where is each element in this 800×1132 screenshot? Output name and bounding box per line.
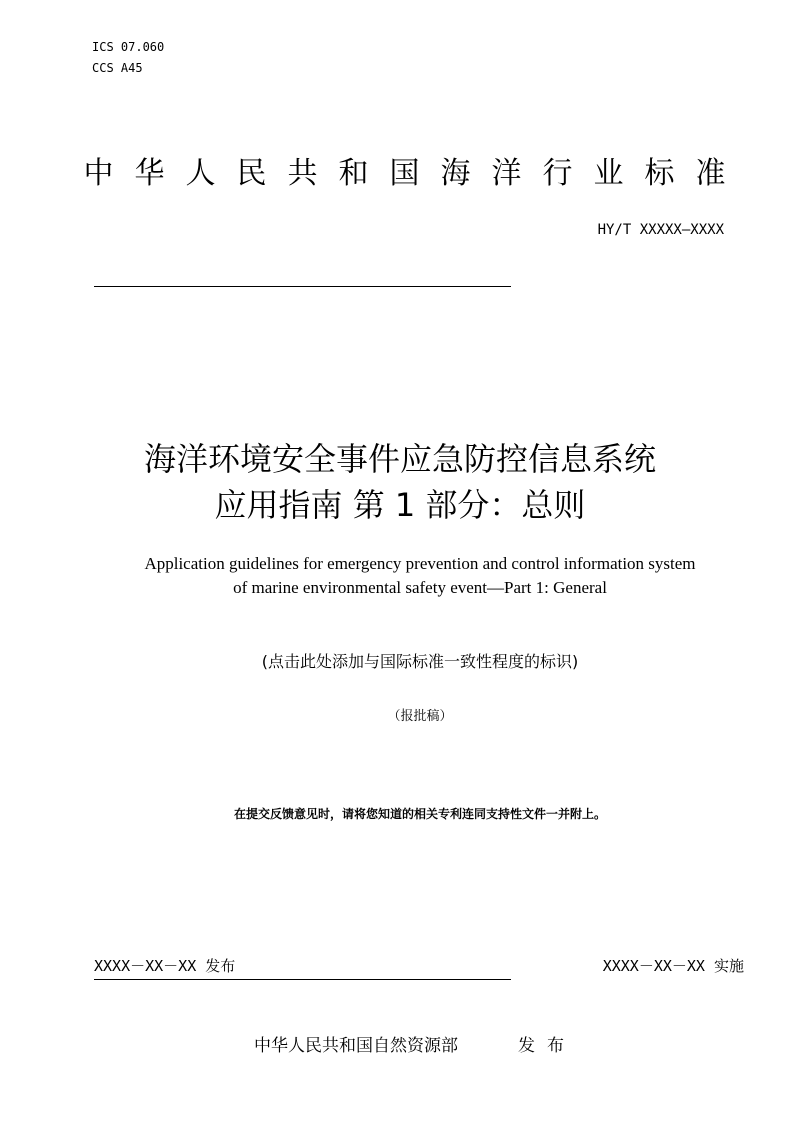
standard-title: 中华人民共和国海洋行业标准: [83, 156, 747, 191]
bottom-divider: [94, 979, 511, 980]
publish-date: XXXX－XX－XX 发布: [94, 957, 236, 975]
consistency-placeholder[interactable]: (点击此处添加与国际标准一致性程度的标识): [261, 652, 579, 671]
document-title-en-line1: Application guidelines for emergency prevention and control information system: [144, 554, 696, 573]
top-divider: [94, 286, 511, 287]
issue-label: 发布: [518, 1036, 576, 1056]
ccs-code: CCS A45: [92, 61, 143, 75]
document-title-en-line2: of marine environmental safety event—Part 1: General: [233, 578, 607, 597]
patent-notice: 在提交反馈意见时，请将您知道的相关专利连同支持性文件一并附上。: [233, 807, 606, 821]
standard-number: HY/T XXXXX—XXXX: [597, 222, 724, 238]
document-title-cn-line2: 应用指南 第 1 部分：总则: [214, 486, 586, 524]
implement-date: XXXX－XX－XX 实施: [602, 957, 744, 975]
ics-code: ICS 07.060: [92, 40, 165, 54]
issuing-authority: 中华人民共和国自然资源部: [254, 1036, 458, 1056]
document-title-en: [40, 552, 800, 600]
draft-status: （报批稿）: [387, 709, 453, 724]
document-title-cn-line1: 海洋环境安全事件应急防控信息系统: [143, 440, 656, 478]
document-title-cn: [40, 436, 760, 528]
